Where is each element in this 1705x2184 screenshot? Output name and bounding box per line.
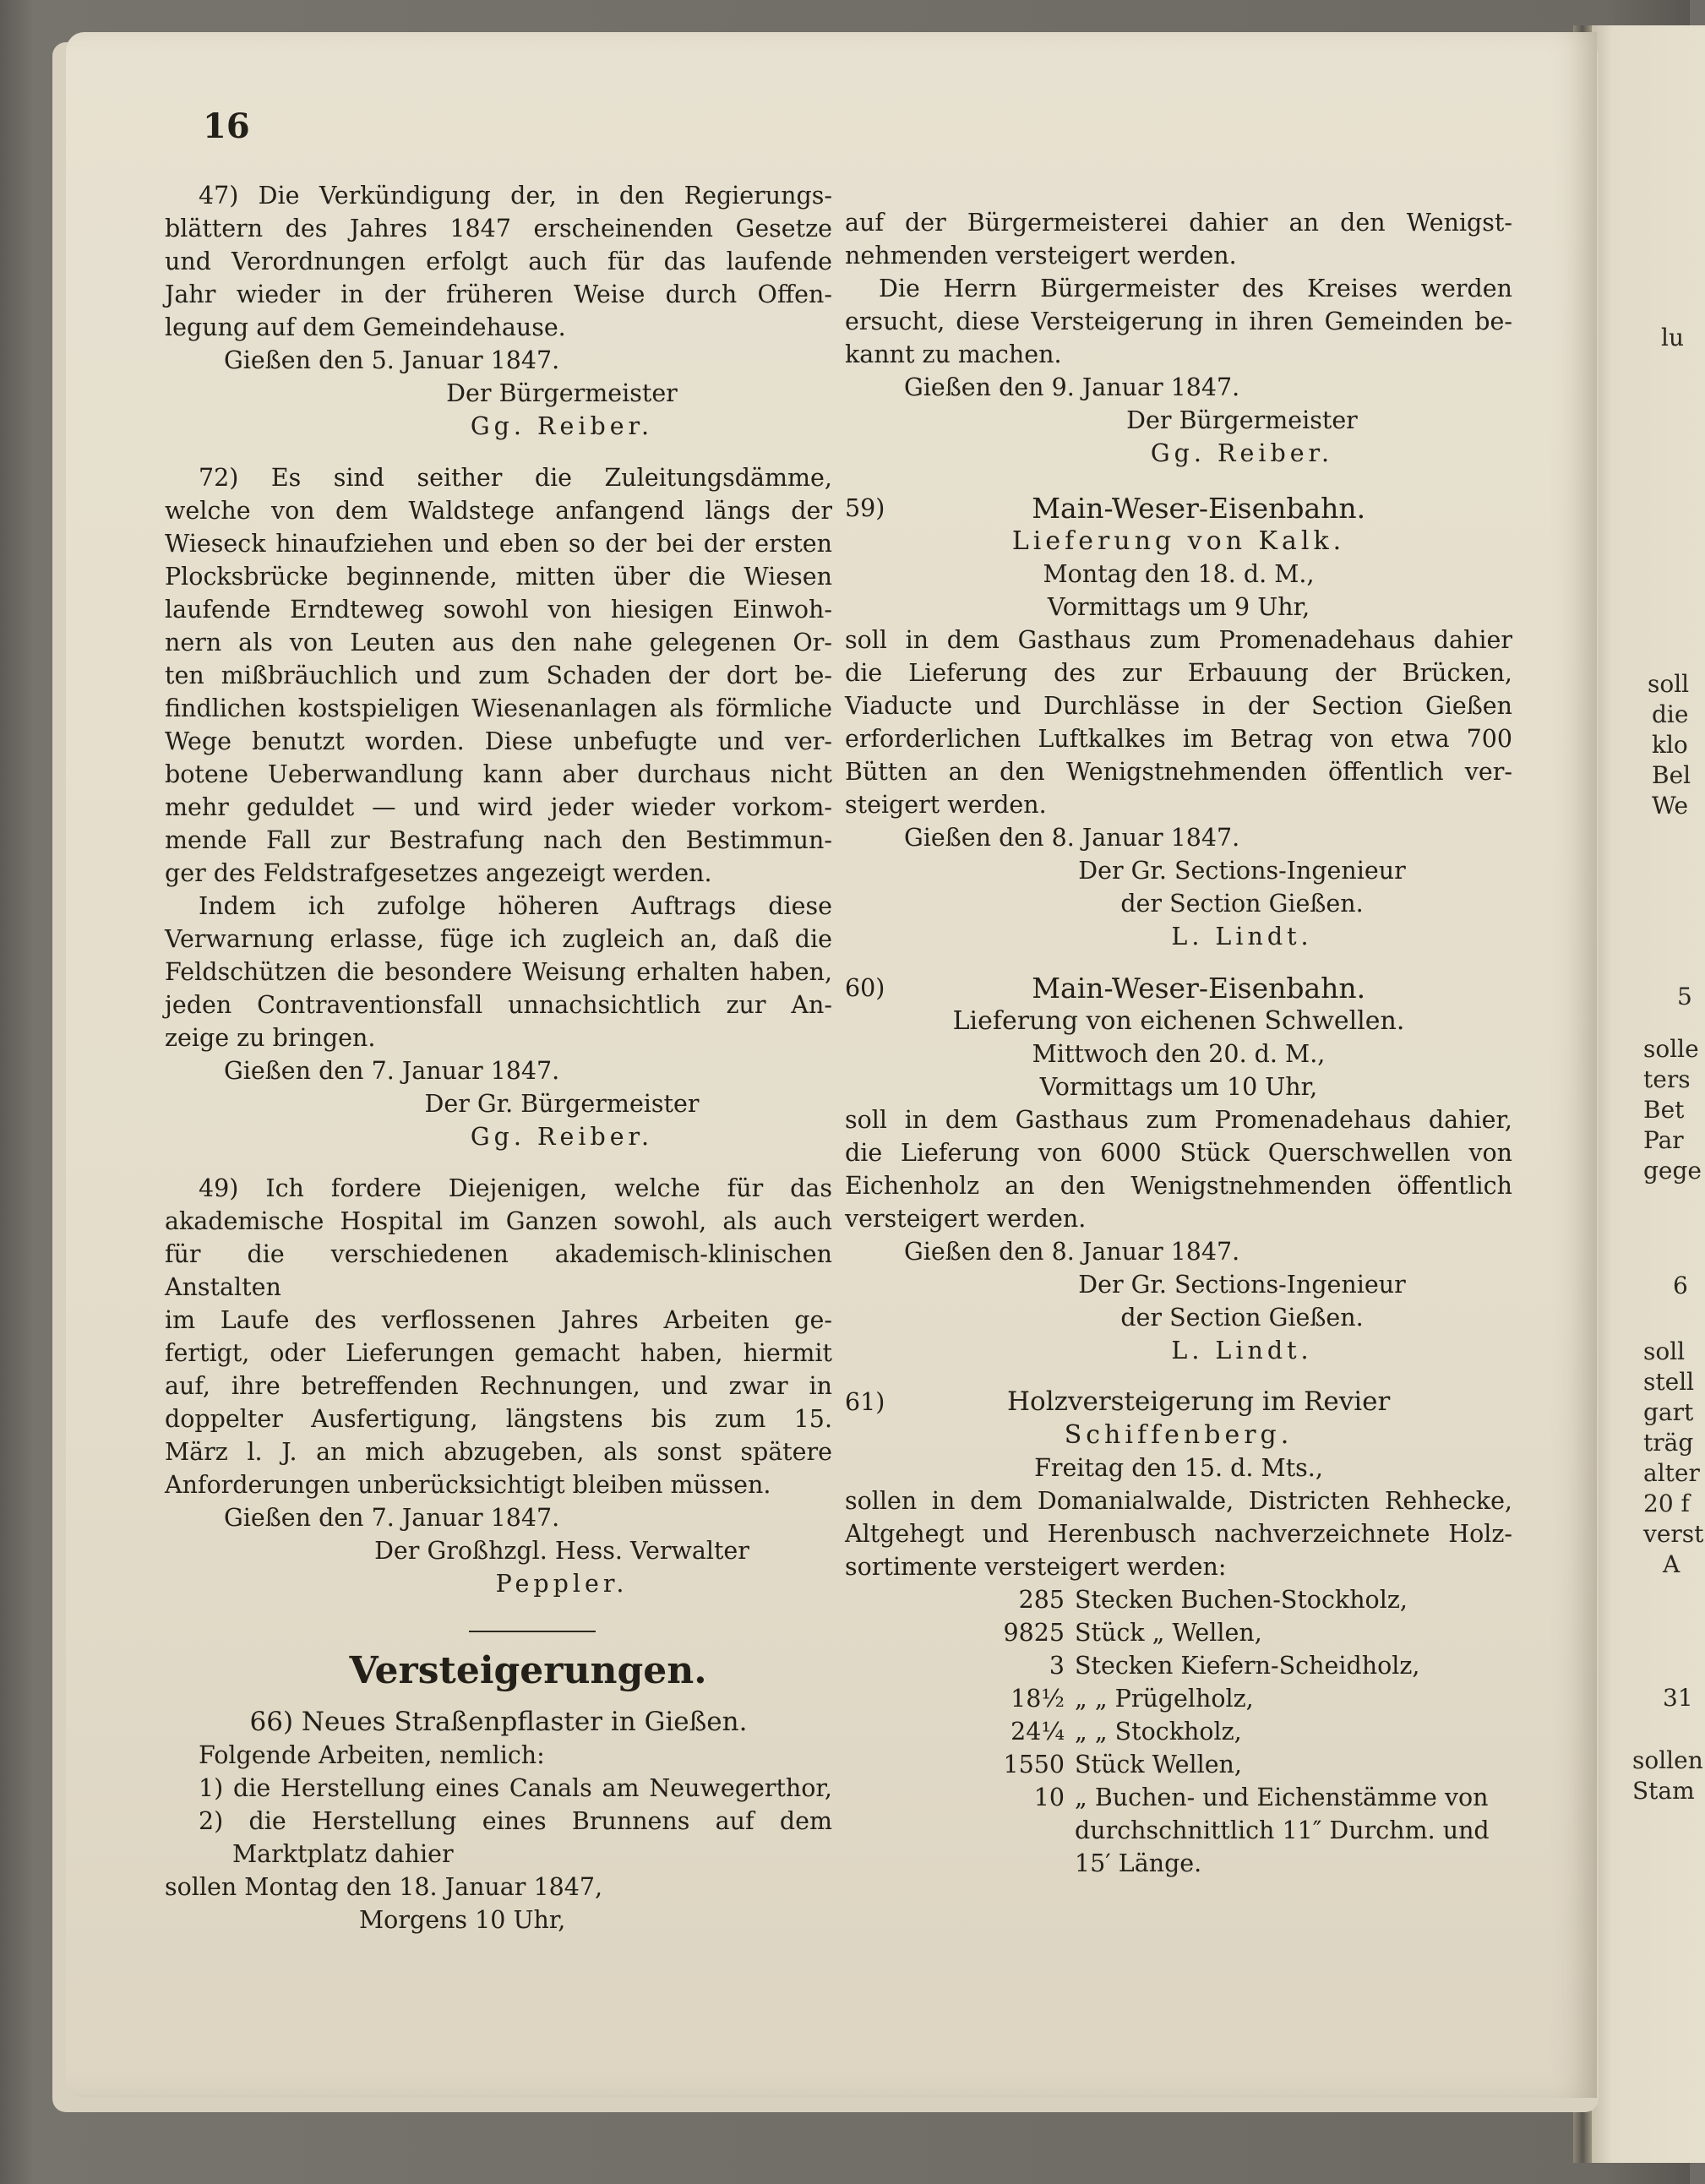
- text-line: jeden Contraventionsfall unnachsichtlich zur An-: [165, 991, 832, 1019]
- section-title: Versteigerungen.: [349, 1649, 707, 1692]
- item-quantity: 3: [1049, 1652, 1065, 1680]
- text-line: für die verschiedenen akademisch-klinischen Anstalten: [165, 1240, 832, 1301]
- text-line: Bütten an den Wenigstnehmenden öffentlich ver-: [845, 758, 1512, 786]
- text-line: Plocksbrücke beginnende, mitten über die Wiesen: [165, 563, 832, 591]
- text-line: auf der Bürgermeisterei dahier an den Wenigst-: [845, 209, 1512, 237]
- facing-page-fragment: stell: [1643, 1368, 1695, 1396]
- text-line: die Lieferung des zur Erbauung der Brücken,: [845, 659, 1512, 687]
- notice-59: [845, 492, 1512, 953]
- text-line: Verwarnung erlasse, füge ich zugleich an, daß die: [165, 925, 832, 953]
- text-line: Vormittags um 9 Uhr,: [1047, 593, 1310, 621]
- notice-heading: [845, 972, 1512, 1005]
- text-line: Vormittags um 10 Uhr,: [1039, 1073, 1318, 1101]
- item-quantity: 18½: [1010, 1685, 1065, 1713]
- facing-page-fragment: gege: [1643, 1157, 1702, 1185]
- signature-line: Der Gr. Sections-Ingenieur: [1078, 857, 1406, 885]
- text-line: Folgende Arbeiten, nemlich:: [199, 1741, 545, 1769]
- text-line: soll in dem Gasthaus zum Promenadehaus dahier: [845, 626, 1512, 654]
- facing-page-fragment: soll: [1648, 670, 1690, 698]
- dateline: Gießen den 9. Januar 1847.: [904, 373, 1240, 401]
- text-line: Wieseck hinaufziehen und eben so der bei der ersten: [165, 530, 832, 558]
- item-description: Stecken Kiefern-Scheidholz,: [1075, 1652, 1420, 1680]
- text-line: welche von dem Waldstege anfangend längs der: [165, 497, 832, 525]
- facing-page-fragment: Bel: [1652, 761, 1691, 789]
- text-line: mehr geduldet — und wird jeder wieder vorkom-: [165, 793, 832, 821]
- text-line: März l. J. an mich abzugeben, als sonst spätere: [165, 1438, 832, 1466]
- facing-page-fragment: 31: [1663, 1684, 1693, 1712]
- facing-page-fragment: lu: [1661, 324, 1684, 351]
- signature-name: Gg. Reiber.: [470, 412, 654, 440]
- list-item: [896, 1649, 1512, 1682]
- text-line: akademische Hospital im Ganzen sowohl, als auch: [165, 1207, 832, 1235]
- text-line: Altgehegt und Herenbusch nachverzeichnete Holz-: [845, 1520, 1512, 1548]
- notice-66: [165, 1706, 832, 1936]
- signature-line: Der Gr. Sections-Ingenieur: [1078, 1271, 1406, 1299]
- notice-heading: 66) Neues Straßenpflaster in Gießen.: [249, 1707, 748, 1737]
- signature-name: Gg. Reiber.: [1150, 439, 1334, 467]
- signature-name: L. Lindt.: [1171, 1337, 1313, 1364]
- text-line: Morgens 10 Uhr,: [359, 1906, 566, 1934]
- list-item: 2) die Herstellung eines Brunnens auf dem: [199, 1807, 832, 1835]
- facing-page-fragment: alter: [1643, 1459, 1700, 1487]
- text-line: Montag den 18. d. M.,: [1043, 560, 1315, 588]
- notice-subtitle: Schiffenberg.: [1064, 1420, 1294, 1450]
- list-item: [896, 1583, 1512, 1616]
- text-line: Feldschützen die besondere Weisung erhalten haben,: [165, 958, 832, 986]
- notice-heading: [845, 1386, 1512, 1419]
- text-line: Viaducte und Durchlässe in der Section Gießen: [845, 692, 1512, 720]
- text-line: ersucht, diese Versteigerung in ihren Gemeinden be-: [845, 308, 1512, 335]
- facing-page-fragment: 5: [1677, 983, 1692, 1010]
- text-line: Indem ich zufolge höheren Auftrags diese: [199, 892, 832, 920]
- list-item: [896, 1682, 1512, 1715]
- notice-60: [845, 972, 1512, 1367]
- facing-page-fragment: sollen: [1632, 1746, 1703, 1774]
- list-item: 1) die Herstellung eines Canals am Neuwegerthor,: [199, 1774, 832, 1802]
- text-line: ger des Feldstrafgesetzes angezeigt werden.: [165, 859, 712, 887]
- facing-page-fragment: ters: [1643, 1065, 1691, 1093]
- notice-47: [165, 179, 832, 443]
- text-line: Eichenholz an den Wenigstnehmenden öffentlich: [845, 1172, 1512, 1200]
- item-quantity: 10: [1033, 1784, 1065, 1811]
- notice-title: Main-Weser-Eisenbahn.: [1032, 972, 1366, 1005]
- text-line: 49) Ich fordere Diejenigen, welche für das: [199, 1174, 832, 1202]
- notice-number: 61): [845, 1388, 885, 1416]
- facing-page-fragment: klo: [1652, 731, 1688, 759]
- list-item: [896, 1715, 1512, 1748]
- text-line: Anforderungen unberücksichtigt bleiben müssen.: [165, 1471, 771, 1499]
- notice-title: Main-Weser-Eisenbahn.: [1032, 492, 1366, 525]
- text-line: blättern des Jahres 1847 erscheinenden Gesetze: [165, 215, 832, 242]
- facing-page-fragment: die: [1652, 700, 1689, 728]
- facing-page-fragment: solle: [1643, 1035, 1699, 1063]
- list-item: [896, 1616, 1512, 1649]
- item-description: „ „ Stockholz,: [1075, 1718, 1242, 1746]
- facing-page-fragment: Par: [1643, 1126, 1684, 1154]
- text-line: und Verordnungen erfolgt auch für das laufende: [165, 248, 832, 275]
- text-line: Wege benutzt worden. Diese unbefugte und ver-: [165, 727, 832, 755]
- item-quantity: 9825: [1003, 1619, 1065, 1647]
- text-line: legung auf dem Gemeindehause.: [165, 313, 566, 341]
- page-number: 16: [203, 106, 250, 146]
- list-item: [896, 1781, 1512, 1814]
- notice-title: Holzversteigerung im Revier: [1007, 1386, 1391, 1417]
- text-line: doppelter Ausfertigung, längstens bis zum 15.: [165, 1405, 832, 1433]
- text-line: auf, ihre betreffenden Rechnungen, und zwar in: [165, 1372, 832, 1400]
- text-line: ten mißbräuchlich und zum Schaden der dort be-: [165, 662, 832, 689]
- dateline: Gießen den 7. Januar 1847.: [224, 1057, 560, 1085]
- text-line: sortimente versteigert werden:: [845, 1553, 1227, 1581]
- text-line: botene Ueberwandlung kann aber durchaus nicht: [165, 760, 832, 788]
- text-line: mende Fall zur Bestrafung nach den Bestimmun-: [165, 826, 832, 854]
- signature-name: Peppler.: [495, 1570, 629, 1598]
- text-line: kannt zu machen.: [845, 340, 1062, 368]
- item-description: Stecken Buchen-Stockholz,: [1075, 1586, 1408, 1614]
- text-line: erforderlichen Luftkalkes im Betrag von etwa 700: [845, 725, 1512, 753]
- dateline: Gießen den 8. Januar 1847.: [904, 824, 1240, 852]
- text-line: soll in dem Gasthaus zum Promenadehaus dahier,: [845, 1106, 1512, 1134]
- item-quantity: 24¼: [1010, 1718, 1065, 1746]
- facing-page-fragment: A: [1663, 1550, 1680, 1578]
- text-line: versteigert werden.: [845, 1205, 1087, 1233]
- notice-number: 59): [845, 494, 885, 522]
- text-line: Die Herrn Bürgermeister des Kreises werden: [879, 275, 1512, 302]
- text-line: 47) Die Verkündigung der, in den Regierungs-: [199, 182, 832, 210]
- text-line: nern als von Leuten aus den nahe gelegenen Or-: [165, 629, 832, 656]
- left-column: [165, 179, 832, 1936]
- item-description: „ „ Prügelholz,: [1075, 1685, 1254, 1713]
- facing-page-fragment: gart: [1643, 1398, 1694, 1426]
- signature-name: Gg. Reiber.: [470, 1123, 654, 1151]
- text-line: Mittwoch den 20. d. M.,: [1032, 1040, 1326, 1068]
- section-divider: [469, 1631, 596, 1632]
- dateline: Gießen den 8. Januar 1847.: [904, 1238, 1240, 1266]
- notice-61: [845, 1386, 1512, 1880]
- signature-line: der Section Gießen.: [1120, 1304, 1364, 1332]
- facing-page-fragment: Bet: [1643, 1096, 1685, 1124]
- text-line: Freitag den 15. d. Mts.,: [1034, 1454, 1323, 1482]
- item-quantity: 1550: [1003, 1751, 1065, 1778]
- item-description: Stück „ Wellen,: [1075, 1619, 1262, 1647]
- notice-number: 60): [845, 974, 885, 1002]
- signature-line: Der Gr. Bürgermeister: [424, 1090, 700, 1118]
- text-line: im Laufe des verflossenen Jahres Arbeiten ge-: [165, 1306, 832, 1334]
- notice-subtitle: Lieferung von eichenen Schwellen.: [952, 1006, 1405, 1036]
- notice-subtitle: Lieferung von Kalk.: [1011, 526, 1346, 556]
- signature-line: Der Bürgermeister: [1126, 406, 1358, 434]
- text-line: zeige zu bringen.: [165, 1024, 376, 1052]
- facing-page-fragment: soll: [1643, 1337, 1686, 1365]
- text-line: laufende Erndteweg sowohl von hiesigen Einwoh-: [165, 596, 832, 624]
- signature-name: L. Lindt.: [1171, 923, 1313, 950]
- wood-list: [845, 1583, 1512, 1880]
- text-line: die Lieferung von 6000 Stück Querschwellen von: [845, 1139, 1512, 1167]
- signature-line: der Section Gießen.: [1120, 890, 1364, 918]
- text-line: sollen in dem Domanialwalde, Districten Rehhecke,: [845, 1487, 1512, 1515]
- facing-page-fragment: We: [1652, 792, 1689, 820]
- facing-page-fragment: Stam: [1632, 1777, 1695, 1805]
- text-line: sollen Montag den 18. Januar 1847,: [165, 1873, 603, 1901]
- text-line: findlichen kostspieligen Wiesenanlagen als förmliche: [165, 694, 832, 722]
- text-line: 15′ Länge.: [1075, 1849, 1202, 1877]
- dateline: Gießen den 5. Januar 1847.: [224, 346, 560, 374]
- facing-page-fragment: 20 f: [1643, 1490, 1690, 1517]
- item-description: Stück Wellen,: [1075, 1751, 1242, 1778]
- notice-49: [165, 1172, 832, 1600]
- list-item: [896, 1748, 1512, 1781]
- item-quantity: 285: [1018, 1586, 1065, 1614]
- facing-page-fragment: träg: [1643, 1429, 1694, 1457]
- item-description: „ Buchen- und Eichenstämme von: [1075, 1784, 1489, 1811]
- notice-heading: [845, 492, 1512, 525]
- text-line: fertigt, oder Lieferungen gemacht haben, hiermit: [165, 1339, 832, 1367]
- right-column: [845, 206, 1512, 1880]
- text-line: 72) Es sind seither die Zuleitungsdämme,: [199, 464, 832, 492]
- notice-72: [165, 461, 832, 1153]
- text-line: nehmenden versteigert werden.: [845, 242, 1237, 270]
- text-line: Jahr wieder in der früheren Weise durch Offen-: [165, 280, 832, 308]
- signature-line: Der Bürgermeister: [446, 379, 678, 407]
- facing-page-fragment: 6: [1673, 1272, 1688, 1299]
- signature-line: Der Großhzgl. Hess. Verwalter: [374, 1537, 749, 1565]
- text-line: Marktplatz dahier: [232, 1840, 454, 1868]
- text-line: durchschnittlich 11″ Durchm. und: [1075, 1816, 1490, 1844]
- text-line: steigert werden.: [845, 791, 1047, 819]
- facing-page-fragment: verst: [1643, 1520, 1704, 1548]
- dateline: Gießen den 7. Januar 1847.: [224, 1504, 560, 1532]
